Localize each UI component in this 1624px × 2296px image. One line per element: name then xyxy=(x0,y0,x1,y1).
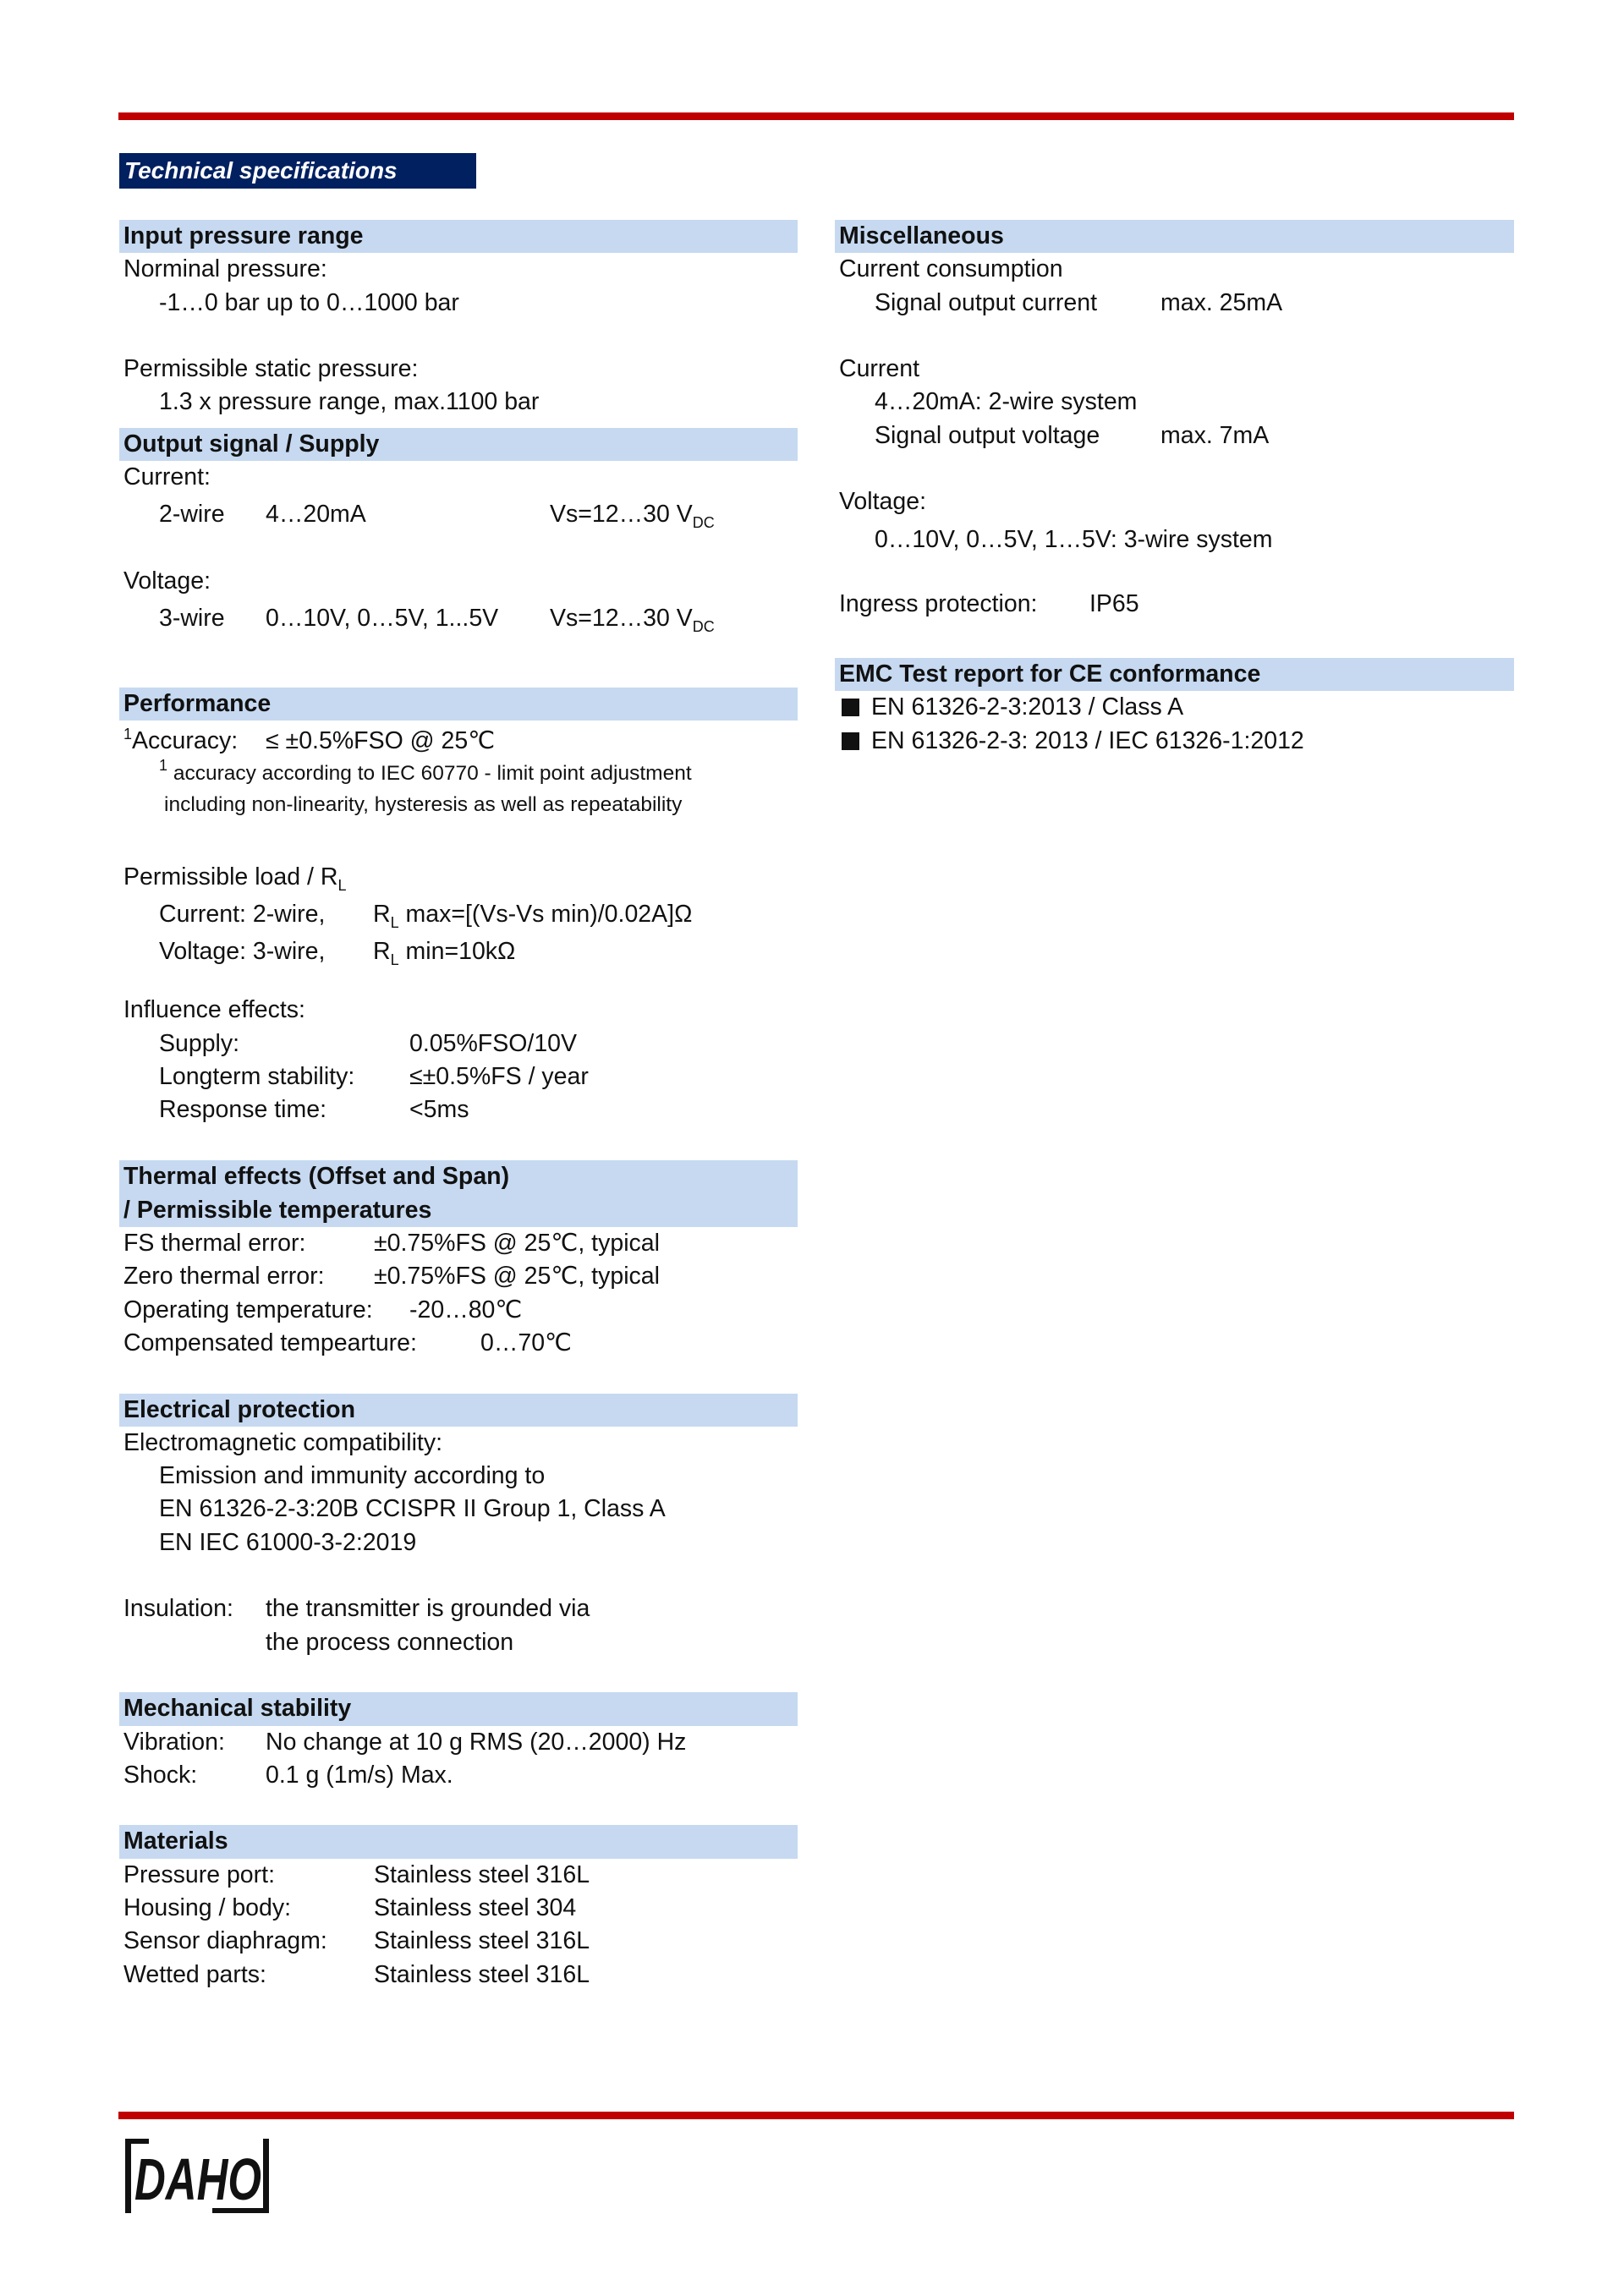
permissible-load-label xyxy=(119,857,798,894)
fs-thermal-row xyxy=(119,1227,798,1260)
signal-voltage-label: Signal output voltage xyxy=(875,421,1100,449)
load-current-sub: L xyxy=(390,914,399,932)
section-heading-input-pressure: Input pressure range xyxy=(119,220,798,253)
page-title: Technical specifications xyxy=(119,153,476,189)
current-system: 4…20mA: 2-wire system xyxy=(875,388,1138,416)
section-heading-output-signal: Output signal / Supply xyxy=(119,428,798,461)
output-voltage-label: Voltage: xyxy=(123,567,211,595)
load-current-formula xyxy=(373,894,692,934)
spacer xyxy=(119,635,798,688)
load-voltage-value: min=10kΩ xyxy=(398,938,516,966)
spacer xyxy=(119,1792,798,1825)
materials-row xyxy=(119,1959,798,1992)
output-current-vs xyxy=(550,494,715,534)
consumption-label: Current consumption xyxy=(839,255,1063,283)
accuracy-footnote-mark: 1 xyxy=(123,726,133,743)
load-voltage-label: Voltage: 3-wire, xyxy=(159,938,326,966)
output-current-range: 4…20mA xyxy=(266,501,366,529)
output-current-label: Current: xyxy=(123,463,211,491)
section-heading-electrical: Electrical protection xyxy=(119,1394,798,1427)
output-current-row xyxy=(119,494,798,531)
supply-value: 0.05%FSO/10V xyxy=(409,1029,578,1057)
nominal-pressure-label: Norminal pressure: xyxy=(123,255,327,283)
spacer xyxy=(119,1360,798,1393)
materials-row xyxy=(119,1859,798,1892)
section-heading-thermal xyxy=(119,1160,798,1227)
spacer xyxy=(119,820,798,857)
right-column xyxy=(835,220,1514,758)
current-label: Current xyxy=(839,355,920,383)
signal-current-value: max. 25mA xyxy=(1160,288,1283,316)
accuracy-row xyxy=(119,721,798,758)
fs-thermal-label: FS thermal error: xyxy=(123,1230,306,1258)
spacer xyxy=(835,452,1514,485)
accuracy-value: ≤ ±0.5%FSO @ 25℃ xyxy=(266,727,496,755)
insulation-row xyxy=(119,1592,798,1625)
spacer xyxy=(119,320,798,353)
insulation-line-1: the transmitter is grounded via xyxy=(266,1595,590,1623)
footnote-mark: 1 xyxy=(159,757,168,775)
spacer xyxy=(119,1559,798,1592)
vibration-row xyxy=(119,1726,798,1759)
shock-label: Shock: xyxy=(123,1761,198,1789)
emc-line-3: EN IEC 61000-3-2:2019 xyxy=(159,1528,417,1556)
material-value: Stainless steel 316L xyxy=(374,1860,590,1888)
vibration-label: Vibration: xyxy=(123,1728,225,1756)
operating-temp-label: Operating temperature: xyxy=(123,1296,373,1323)
emc-item-text: EN 61326-2-3: 2013 / IEC 61326-1:2012 xyxy=(871,726,1304,754)
materials-row xyxy=(119,1892,798,1925)
accuracy-footnote-line-1 xyxy=(119,758,798,789)
svg-text:DAHO: DAHO xyxy=(134,2146,261,2212)
output-current-vs-sub: DC xyxy=(692,514,715,532)
static-pressure-label: Permissible static pressure: xyxy=(123,355,419,383)
spacer xyxy=(835,621,1514,658)
voltage-label: Voltage: xyxy=(839,488,927,516)
permissible-load-text: Permissible load / R xyxy=(123,863,338,891)
output-voltage-wire: 3-wire xyxy=(159,604,225,632)
supply-row xyxy=(119,1027,798,1060)
response-label: Response time: xyxy=(159,1096,327,1124)
material-value: Stainless steel 316L xyxy=(374,1960,590,1988)
output-voltage-vs-sub: DC xyxy=(692,617,715,635)
signal-voltage-row xyxy=(835,419,1514,452)
top-rule xyxy=(118,112,1514,120)
influence-effects-label: Influence effects: xyxy=(123,996,305,1024)
nominal-pressure-value: -1…0 bar up to 0…1000 bar xyxy=(159,288,459,316)
output-voltage-vs xyxy=(550,598,715,638)
ingress-value: IP65 xyxy=(1089,589,1139,617)
emc-item xyxy=(835,725,1514,758)
response-row xyxy=(119,1093,798,1126)
thermal-heading-line-2: / Permissible temperatures xyxy=(123,1196,432,1224)
zero-thermal-label: Zero thermal error: xyxy=(123,1263,325,1290)
signal-current-label: Signal output current xyxy=(875,288,1097,316)
load-current-label: Current: 2-wire, xyxy=(159,901,326,929)
compensated-temp-value: 0…70℃ xyxy=(480,1329,573,1356)
supply-label: Supply: xyxy=(159,1029,240,1057)
emc-line-2: EN 61326-2-3:20B CCISPR II Group 1, Class A xyxy=(159,1495,666,1523)
response-value: <5ms xyxy=(409,1096,469,1124)
square-bullet-icon xyxy=(842,732,859,750)
load-current-row xyxy=(119,894,798,931)
material-label: Pressure port: xyxy=(123,1860,275,1888)
voltage-system: 0…10V, 0…5V, 1…5V: 3-wire system xyxy=(875,525,1273,553)
compensated-temp-label: Compensated tempearture: xyxy=(123,1329,417,1356)
output-current-wire: 2-wire xyxy=(159,501,225,529)
left-column xyxy=(119,220,798,1992)
insulation-label: Insulation: xyxy=(123,1595,233,1623)
operating-temp-value: -20…80℃ xyxy=(409,1296,523,1323)
spacer xyxy=(119,531,798,564)
load-current-r: R xyxy=(373,901,391,929)
spacer xyxy=(119,419,798,428)
spacer xyxy=(119,1126,798,1160)
accuracy-label xyxy=(123,721,238,761)
section-heading-materials: Materials xyxy=(119,1825,798,1858)
section-heading-mechanical: Mechanical stability xyxy=(119,1692,798,1725)
bottom-rule xyxy=(118,2112,1514,2119)
output-voltage-vs-text: Vs=12…30 V xyxy=(550,604,693,632)
longterm-row xyxy=(119,1060,798,1093)
footnote-text-1: accuracy according to IEC 60770 - limit point adjustment xyxy=(167,762,692,786)
operating-temp-row xyxy=(119,1294,798,1327)
section-heading-performance: Performance xyxy=(119,688,798,721)
output-voltage-range: 0…10V, 0…5V, 1...5V xyxy=(266,604,499,632)
load-current-value: max=[(Vs-Vs min)/0.02A]Ω xyxy=(398,901,693,929)
shock-row xyxy=(119,1759,798,1792)
section-heading-emc: EMC Test report for CE conformance xyxy=(835,658,1514,691)
longterm-value: ≤±0.5%FS / year xyxy=(409,1062,589,1090)
output-current-vs-text: Vs=12…30 V xyxy=(550,501,693,529)
spacer xyxy=(835,556,1514,588)
emc-item-text: EN 61326-2-3:2013 / Class A xyxy=(871,693,1184,721)
accuracy-label-text: Accuracy: xyxy=(132,727,239,755)
load-voltage-formula xyxy=(373,931,515,972)
square-bullet-icon xyxy=(842,699,859,716)
load-voltage-sub: L xyxy=(390,951,399,969)
signal-voltage-value: max. 7mA xyxy=(1160,421,1270,449)
materials-row xyxy=(119,1925,798,1958)
emc-line-1: Emission and immunity according to xyxy=(159,1462,546,1490)
material-label: Sensor diaphragm: xyxy=(123,1927,327,1955)
section-heading-miscellaneous: Miscellaneous xyxy=(835,220,1514,253)
permissible-load-sub: L xyxy=(337,877,347,895)
output-voltage-row xyxy=(119,598,798,635)
zero-thermal-value: ±0.75%FS @ 25℃, typical xyxy=(374,1263,660,1290)
material-label: Wetted parts: xyxy=(123,1960,266,1988)
ingress-label: Ingress protection: xyxy=(839,589,1038,617)
longterm-label: Longterm stability: xyxy=(159,1062,355,1090)
compensated-temp-row xyxy=(119,1327,798,1360)
thermal-heading-line-1: Thermal effects (Offset and Span) xyxy=(123,1163,510,1191)
insulation-row-2 xyxy=(119,1626,798,1659)
vibration-value: No change at 10 g RMS (20…2000) Hz xyxy=(266,1728,687,1756)
emc-item xyxy=(835,691,1514,724)
material-value: Stainless steel 316L xyxy=(374,1927,590,1955)
spacer xyxy=(119,1659,798,1692)
insulation-line-2: the process connection xyxy=(266,1628,514,1656)
ingress-row xyxy=(835,588,1514,621)
static-pressure-value: 1.3 x pressure range, max.1100 bar xyxy=(159,388,540,416)
material-value: Stainless steel 304 xyxy=(374,1893,577,1921)
spacer xyxy=(835,320,1514,353)
shock-value: 0.1 g (1m/s) Max. xyxy=(266,1761,453,1789)
material-label: Housing / body: xyxy=(123,1893,292,1921)
fs-thermal-value: ±0.75%FS @ 25℃, typical xyxy=(374,1230,660,1258)
daho-logo xyxy=(123,2135,275,2217)
signal-current-row xyxy=(835,287,1514,320)
accuracy-footnote-line-2: including non-linearity, hysteresis as well as repeatability xyxy=(164,793,683,817)
load-voltage-r: R xyxy=(373,938,391,966)
load-voltage-row xyxy=(119,931,798,968)
zero-thermal-row xyxy=(119,1260,798,1293)
spacer xyxy=(119,968,798,994)
emc-label: Electromagnetic compatibility: xyxy=(123,1428,442,1456)
